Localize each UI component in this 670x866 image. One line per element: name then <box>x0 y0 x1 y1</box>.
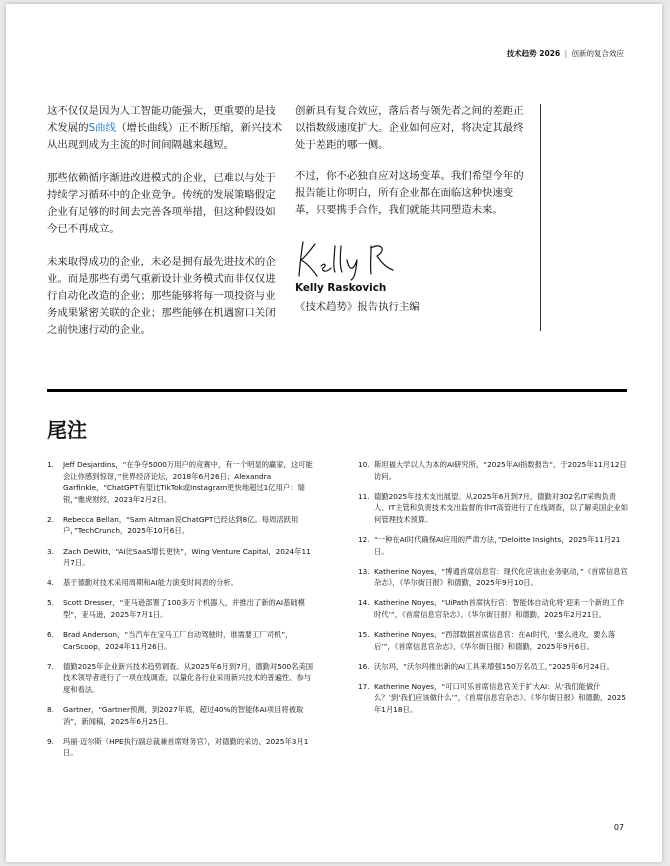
body-right-column <box>295 103 531 233</box>
endnote-text: Katherine Noyes，“可口可乐首席信息官关于扩大AI：从‘我们能做什么？’到‘我们应该做什么’”，《首席信息官杂志》、《华尔街日报》和德勤，2025年1月18日。 <box>374 681 626 714</box>
endnote-item <box>47 704 317 727</box>
endnotes-left-column <box>47 459 317 767</box>
endnote-number: 17. <box>358 681 370 691</box>
header-report-title: 技术趋势 2026 <box>506 49 561 58</box>
endnote-text: 基于德勤对技术采用周期和AI能力演变时间表的分析。 <box>63 578 238 588</box>
endnote-item <box>47 546 317 569</box>
endnote-text: 德勤2025年技术支出展望。从2025年6月到7月，德勤对302名IT采购负责人、IT主管和负责技术支出监督的非IT高管进行了在线调查，以了解美国企业如何管理技术预算。 <box>374 491 629 524</box>
endnote-number: 15. <box>358 630 370 640</box>
endnote-text: Zach DeWitt，“AI比SaaS增长更快”，Wing Venture Capital，2024年11月7日。 <box>63 546 311 568</box>
author-signature <box>295 236 405 282</box>
author-name: Kelly Raskovich <box>295 282 387 294</box>
endnote-number: 14. <box>358 598 370 608</box>
endnote-item <box>358 597 628 620</box>
endnote-item <box>358 661 628 673</box>
header-section-title: 创新的复合效应 <box>571 49 624 58</box>
endnote-item <box>358 459 628 482</box>
body-paragraph: 创新具有复合效应，落后者与领先者之间的差距正以指数级速度扩大。企业如何应对，将决定其最终处于差距的哪一侧。 <box>295 105 524 151</box>
endnote-number: 9. <box>47 736 54 746</box>
endnote-item <box>47 736 317 759</box>
endnote-text: Katherine Noyes，“西部数据首席信息官：在AI时代，‘要么进攻，要么落后’”，《首席信息官杂志》、《华尔街日报》和德勤，2025年9月6日。 <box>374 630 616 651</box>
page-number: 07 <box>613 823 624 832</box>
paragraph-text: 这不仅仅是因为人工智能功能强大，更重要的是技术发展的 <box>47 105 276 134</box>
endnote-number: 10. <box>358 460 370 469</box>
endnote-item <box>47 459 317 505</box>
endnote-item <box>47 597 317 620</box>
endnote-number: 11. <box>358 491 370 501</box>
endnote-text: “一种在AI时代确保AI应用的严肃方法，”Deloitte Insights，2025年11月21日。 <box>374 534 621 556</box>
document-page <box>6 4 662 862</box>
body-paragraph: 不过，你不必独自应对这场变革。我们希望今年的报告能让你明白，所有企业都在面临这种快速变革，只要携手合作，我们就能共同塑造未来。 <box>295 170 524 216</box>
endnote-text: 德勤2025年企业新兴技术趋势调查。从2025年6月到7月，德勤对500名美国技术领导者进行了一项在线调查，以量化各行业采用新兴技术的普遍性、参与度和看法。 <box>63 661 314 694</box>
endnote-text: Scott Dresser，“亚马逊部署了100多万个机器人，并推出了新的AI基础模型”，亚马逊，2025年7月1日。 <box>63 598 305 619</box>
endnote-number: 12. <box>358 534 370 544</box>
endnote-text: Katherine Noyes，“博通首席信息官：现代化应该由业务驱动，”《首席信息官杂志》，《华尔街日报》和德勤，2025年9月10日。 <box>374 566 628 588</box>
endnote-number: 4. <box>47 578 54 588</box>
endnote-item <box>47 661 317 696</box>
endnote-text: Gartner，“Gartner预测，到2027年底，超过40%的智能体AI项目将被取消”，新闻稿，2025年6月25日。 <box>63 705 304 726</box>
body-paragraph: 未来取得成功的企业，未必是拥有最先进技术的企业。而是那些有勇气重新设计业务模式而非仅仅进行自动化改造的企业；那些能够将每一项投资与业务成果紧密关联的企业；那些能够在机遇窗口关闭之前快速行动的企业。 <box>47 256 276 336</box>
endnote-item <box>358 534 628 557</box>
header-separator: | <box>564 49 568 58</box>
endnote-number: 7. <box>47 661 54 671</box>
column-divider <box>540 104 541 331</box>
endnote-number: 1. <box>47 460 54 469</box>
endnote-number: 16. <box>358 661 370 671</box>
endnote-text: Rebecca Bellan，“Sam Altman说ChatGPT已经达到8亿。每周活跃用户，”TechCrunch，2025年10月6日。 <box>63 514 299 536</box>
endnote-item <box>358 491 628 526</box>
endnote-item <box>358 681 628 716</box>
endnote-item <box>47 514 317 537</box>
endnote-text: 玛丽·迈尔斯（HPE执行副总裁兼首席财务官），对德勤的采访，2025年3月1日。 <box>63 736 309 758</box>
endnotes-title: 尾注 <box>47 418 87 442</box>
running-header <box>507 48 624 59</box>
paragraph-text: （增长曲线）正不断压缩，新兴技术从出现到成为主流的时间间隔越来越短。 <box>47 122 283 151</box>
endnote-text: Brad Anderson，“当汽车在宝马工厂自动驾驶时，谁需要工厂司机”，CarScoop，2024年11月26日。 <box>63 630 293 651</box>
body-left-column <box>47 103 283 355</box>
author-title: 《技术趋势》报告执行主编 <box>295 301 420 313</box>
body-paragraph <box>47 103 283 154</box>
endnote-item <box>358 566 628 589</box>
body-paragraph: 那些依赖循序渐进改进模式的企业，已难以与处于持续学习循环中的企业竞争。传统的发展策略假定企业有足够的时间去完善各项举措，但这种假设如今已不再成立。 <box>47 172 276 235</box>
endnote-item <box>47 629 317 652</box>
endnote-text: 斯坦福大学以人为本的AI研究所，“2025年AI指数报告”，于2025年11月12日访问。 <box>374 460 627 481</box>
endnote-number: 5. <box>47 598 54 608</box>
section-divider <box>47 389 627 392</box>
endnote-item <box>358 629 628 652</box>
endnote-number: 6. <box>47 630 54 640</box>
endnote-text: Jeff Desjardins，“在争夺5000万用户的竞赛中，有一个明显的赢家，这可能会让你感到惊讶，”世界经济论坛，2018年6月26日；Alexandra Garfinkle，“ChatGPT有望比TikTok或Instagram更快地超过1亿用户：瑞银，”雅虎财经，2023年2月2日。 <box>63 460 313 504</box>
endnotes-right-column <box>358 459 628 724</box>
endnote-number: 8. <box>47 705 54 714</box>
endnote-item <box>47 577 317 589</box>
endnote-number: 3. <box>47 546 54 556</box>
endnote-number: 2. <box>47 514 54 524</box>
endnote-text: 沃尔玛，“沃尔玛推出新的AI工具来增强150万名员工，”2025年6月24日。 <box>374 661 614 671</box>
s-curve-link[interactable]: S曲线 <box>88 122 116 134</box>
endnote-text: Katherine Noyes，“UiPath首席执行官：智能体自动化将‘迎来一个新的工作时代’”，《首席信息官杂志》、《华尔街日报》和德勤，2025年2月21日。 <box>374 598 625 619</box>
endnote-number: 13. <box>358 566 370 576</box>
